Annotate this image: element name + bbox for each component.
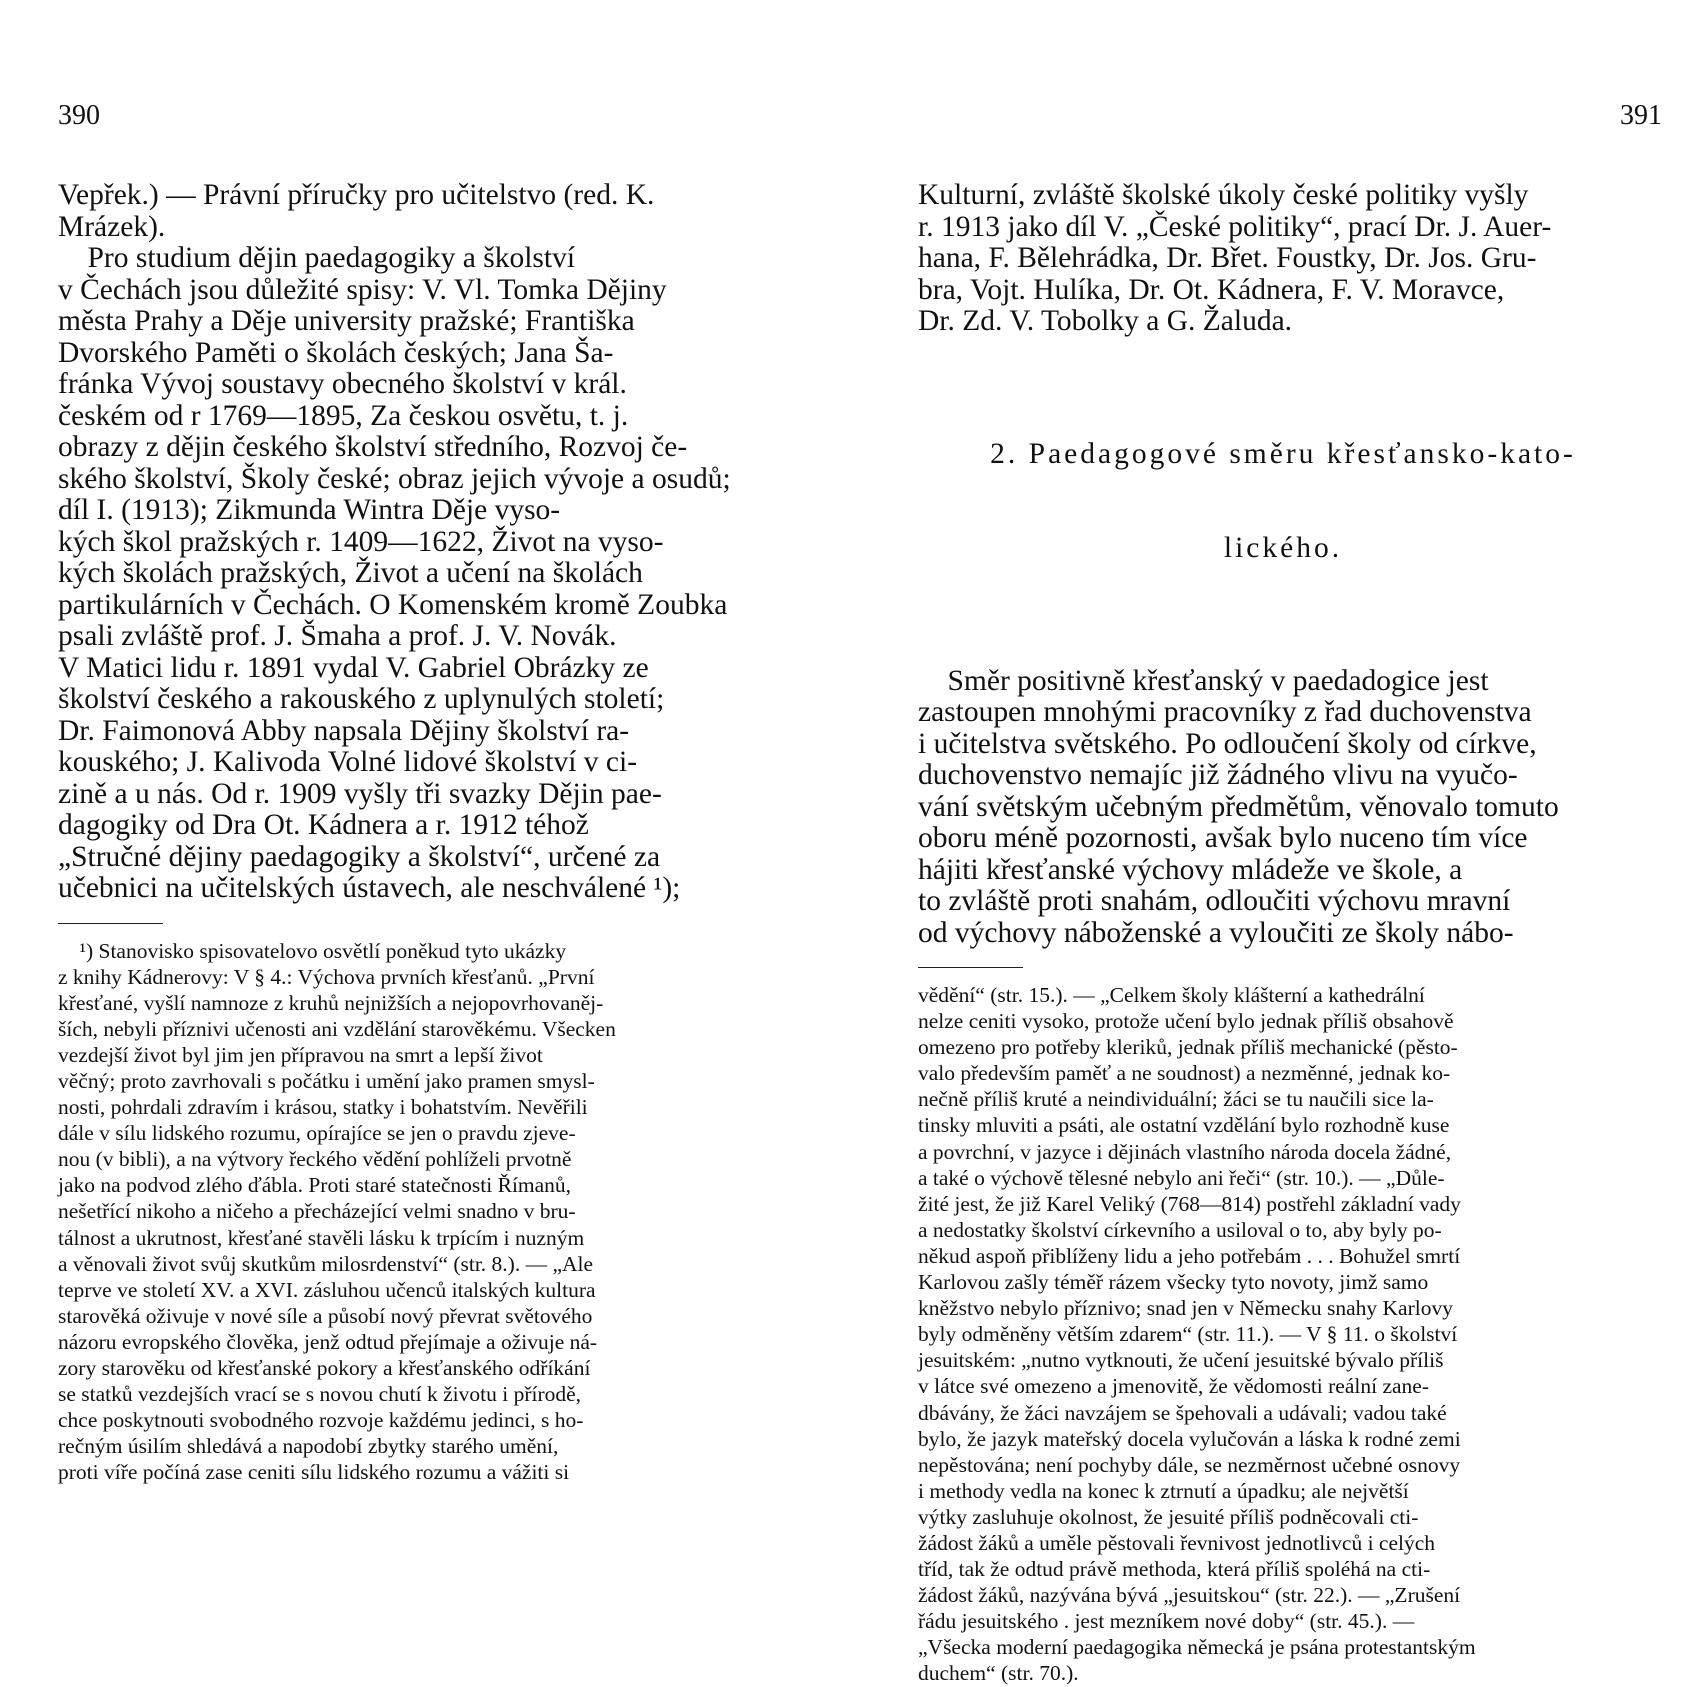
right-footnote — [918, 982, 1648, 1687]
right-intro-text — [918, 180, 1648, 338]
footnote-line: tálnost a ukrutnost, křesťané stavěli lásku k trpícím i nuzným — [58, 1225, 585, 1250]
footnote-line: duchem“ (str. 70.). — [918, 1661, 1079, 1686]
footnote-line: někud aspoň přiblíženy lidu a jeho potřebám . . . Bohužel smrtí — [918, 1243, 1461, 1268]
body-line: díl I. (1913); Zikmunda Wintra Děje vyso- — [58, 494, 561, 526]
intro-line: r. 1913 jako díl V. „České politiky“, prací Dr. J. Auer- — [918, 210, 1552, 243]
body-line: ského školství, Školy české; obraz jejich vývoje a osudů; — [58, 462, 731, 495]
footnote-line: řádu jesuitského . jest mezníkem nové doby“ (str. 45.). — — [918, 1609, 1415, 1634]
body-line: kých školách pražských, Život a učení na školách — [58, 557, 643, 589]
section-heading-line-1: 2. Paedagogové směru křesťansko-kato- — [990, 437, 1576, 470]
body-line: „Stručné dějiny paedagogiky a školství“, určené za — [58, 840, 661, 873]
footnote-line: v látce své omezeno a jmenovitě, že vědomosti reální zane- — [918, 1374, 1430, 1399]
footnote-line: a nedostatky školství církevního a usiloval o to, aby byly po- — [918, 1217, 1442, 1242]
left-footnote — [58, 938, 788, 1486]
footnote-line: nepěstována; není pochyby dále, se nezměrnost učebné osnovy — [918, 1452, 1461, 1477]
body-line: obrazy z dějin českého školství středního, Rozvoj če- — [58, 431, 688, 463]
body-line: psali zvláště prof. J. Šmaha a prof. J. V. Novák. — [58, 620, 617, 652]
footnote-line: se statků vezdejších vrací se s novou chutí k životu i přírodě, — [58, 1382, 582, 1407]
body-line: Pro studium dějin paedagogiky a školství — [58, 242, 576, 274]
footnote-line: ších, nebyli příznivi učenosti ani vzdělání starověkému. Všecken — [58, 1016, 616, 1041]
intro-line: bra, Vojt. Hulíka, Dr. Ot. Kádnera, F. V. Moravce, — [918, 273, 1505, 306]
footnote-line: bylo, že jazyk mateřský docela vylučován a láska k rodné zemi — [918, 1426, 1461, 1451]
footnote-line: byly odměněny větším zdarem“ (str. 11.). — V § 11. o školství — [918, 1322, 1458, 1347]
body-line: Mrázek). — [58, 210, 166, 243]
body-line: V Matici lidu r. 1891 vydal V. Gabriel Obrázky ze — [58, 651, 649, 684]
intro-line: Dr. Zd. V. Tobolky a G. Žaluda. — [918, 305, 1293, 337]
body-line: i učitelstva světského. Po odloučení školy od církve, — [918, 727, 1537, 760]
body-line: zastoupen mnohými pracovníky z řad duchovenstva — [918, 696, 1532, 728]
footnote-line: chce poskytnouti svobodného rozvoje každému jedinci, s ho- — [58, 1408, 584, 1433]
page-number-right: 391 — [1620, 100, 1662, 131]
body-line: oboru méně pozornosti, avšak bylo nuceno tím více — [918, 822, 1528, 854]
footnote-line: a věnovali život svůj skutkům milosrdenství“ (str. 8.). — „Ale — [58, 1251, 594, 1276]
body-line: dagogiky od Dra Ot. Kádnera a r. 1912 téhož — [58, 809, 589, 841]
body-line: fránka Vývoj soustavy obecného školství v král. — [58, 368, 627, 400]
footnote-line: dále v sílu lidského rozumu, opírajíce se jen o pravdu zjeve- — [58, 1121, 576, 1146]
footnote-line: Karlovou zašly téměř rázem všecky tyto novoty, jimž samo — [918, 1270, 1429, 1295]
body-line: Směr positivně křesťanský v paedadogice jest — [918, 664, 1489, 697]
footnote-line: nešetřící nikoho a ničeho a přecházející velmi snadno v bru- — [58, 1199, 576, 1224]
footnote-line: žádost žáků, nazývána bývá „jesuitskou“ (str. 22.). — „Zrušení — [918, 1583, 1461, 1608]
footnote-line: žité jest, že již Karel Veliký (768—814) postřehl základní vady — [918, 1191, 1461, 1216]
body-line: učebnici na učitelských ústavech, ale neschválené ¹); — [58, 872, 681, 904]
body-line: školství českého a rakouského z uplynulých století; — [58, 683, 665, 715]
body-line: to zvláště proti snahám, odloučiti výchovu mravní — [918, 885, 1511, 917]
footnote-line: proti víře počíná zase ceniti sílu lidského rozumu a vážiti si — [58, 1460, 570, 1485]
footnote-line: věčný; proto zavrhovali s počátku i umění jako pramen smysl- — [58, 1068, 595, 1093]
body-line: kých škol pražských r. 1409—1622, Život na vyso- — [58, 525, 664, 558]
footnote-line: dbávány, že žáci navzájem se špehovali a udávali; vadou také — [918, 1400, 1447, 1425]
footnote-line: vědění“ (str. 15.). — „Celkem školy klášterní a kathedrální — [918, 983, 1425, 1007]
body-line: města Prahy a Děje university pražské; Františka — [58, 305, 635, 337]
left-page-column — [58, 180, 788, 1485]
body-line: Dr. Faimonová Abby napsala Dějiny školství ra- — [58, 714, 630, 747]
footnote-line: teprve ve století XV. a XVI. zásluhou učenců italských kultura — [58, 1277, 596, 1302]
footnote-line: vezdejší život byl jim jen přípravou na smrt a lepší život — [58, 1042, 543, 1067]
body-line: Dvorského Paměti o školách českých; Jana Ša- — [58, 336, 614, 369]
footnote-line: valo především paměť a ne soudnost) a nezměnné, jednak ko- — [918, 1061, 1451, 1086]
body-line: českém od r 1769—1895, Za českou osvětu, t. j. — [58, 399, 629, 432]
body-line: vání světským učebným předmětům, věnovalo tomuto — [918, 790, 1559, 823]
body-line: zině a u nás. Od r. 1909 vyšly tři svazky Dějin pae- — [58, 777, 662, 810]
footnote-line: tinsky mluviti a psáti, ale ostatní vzdělání bylo rozhodně kuse — [918, 1113, 1450, 1138]
left-body-text — [58, 180, 788, 905]
page-number-left: 390 — [58, 100, 100, 131]
footnote-line: a také o výchově tělesné nebylo ani řeči“ (str. 10.). — „Důle- — [918, 1165, 1445, 1190]
footnote-line: jako na podvod zlého ďábla. Proti staré statečnosti Římanů, — [58, 1173, 572, 1198]
right-page-column — [918, 180, 1648, 1687]
footnote-line: nosti, pohrdali zdravím i krásou, statky i bohatstvím. Nevěřili — [58, 1095, 588, 1120]
footnote-line: tříd, tak že odtud právě methoda, která příliš spoléhá na cti- — [918, 1557, 1431, 1582]
body-line: v Čechách jsou důležité spisy: V. Vl. Tomka Dějiny — [58, 273, 667, 306]
footnote-rule-right — [918, 967, 1023, 968]
right-body-text — [918, 666, 1648, 950]
footnote-line: názoru evropského člověka, jenž odtud přejímaje a oživuje ná- — [58, 1329, 598, 1354]
body-line: od výchovy náboženské a vyloučiti ze školy nábo- — [918, 916, 1514, 949]
body-line: kouského; J. Kalivoda Volné lidové školství v ci- — [58, 746, 638, 778]
footnote-line: rečným úsilím shledává a napodobí zbytky starého umění, — [58, 1434, 559, 1459]
footnote-line: omezeno pro potřeby kleriků, jednak příliš mechanické (pěsto- — [918, 1035, 1458, 1060]
body-line: partikulárních v Čechách. O Komenském kromě Zoubka — [58, 588, 728, 621]
footnote-line: i methody vedla na konec k ztrnutí a úpadku; ale největší — [918, 1478, 1409, 1503]
footnote-line: nečně příliš kruté a neindividuální; žáci se tu naučili sice la- — [918, 1087, 1434, 1112]
footnote-line: křesťané, vyšlí namnoze z kruhů nejnižších a nejopovrhovaněj- — [58, 990, 604, 1015]
footnote-line: jesuitském: „nutno vytknouti, že učení jesuitské bývalo příliš — [918, 1348, 1444, 1373]
section-heading-line-2: lického. — [1223, 532, 1343, 564]
footnote-line: nelze ceniti vysoko, protože učení bylo jednak příliš obsahově — [918, 1009, 1454, 1034]
body-line: Vepřek.) — Právní příručky pro učitelstvo (red. K. — [58, 179, 655, 211]
footnote-line: ¹) Stanovisko spisovatelovo osvětlí poněkud tyto ukázky — [58, 938, 567, 963]
body-line: duchovenstvo nemajíc již žádného vlivu na vyučo- — [918, 759, 1518, 791]
footnote-line: z knihy Kádnerovy: V § 4.: Výchova prvních křesťanů. „První — [58, 964, 595, 989]
intro-line: hana, F. Bělehrádka, Dr. Břet. Foustky, Dr. Jos. Gru- — [918, 242, 1537, 274]
intro-line: Kulturní, zvláště školské úkoly české politiky vyšly — [918, 179, 1529, 211]
body-line: hájiti křesťanské výchovy mládeže ve škole, a — [918, 853, 1463, 886]
footnote-line: „Všecka moderní paedagogika německá je psána protestantským — [918, 1635, 1476, 1660]
footnote-line: starověká oživuje v nové síle a působí nový převrat světového — [58, 1303, 593, 1328]
footnote-line: výtky zasluhuje okolnost, že jesuité příliš podněcovali cti- — [918, 1504, 1419, 1529]
footnote-line: zory starověku od křesťanské pokory a křesťanského odříkání — [58, 1356, 591, 1380]
section-heading — [918, 376, 1648, 628]
footnote-line: kněžstvo nebylo příznivo; snad jen v Německu snahy Karlovy — [918, 1296, 1453, 1321]
footnote-rule-left — [58, 923, 163, 924]
footnote-line: nou (v bibli), a na výtvory řeckého vědění pohlíželi prvotně — [58, 1147, 572, 1172]
footnote-line: a povrchní, v jazyce i dějinách vlastního národa docela žádné, — [918, 1139, 1452, 1164]
footnote-line: žádost žáků a uměle pěstovali řevnivost jednotlivců i celých — [918, 1530, 1436, 1555]
